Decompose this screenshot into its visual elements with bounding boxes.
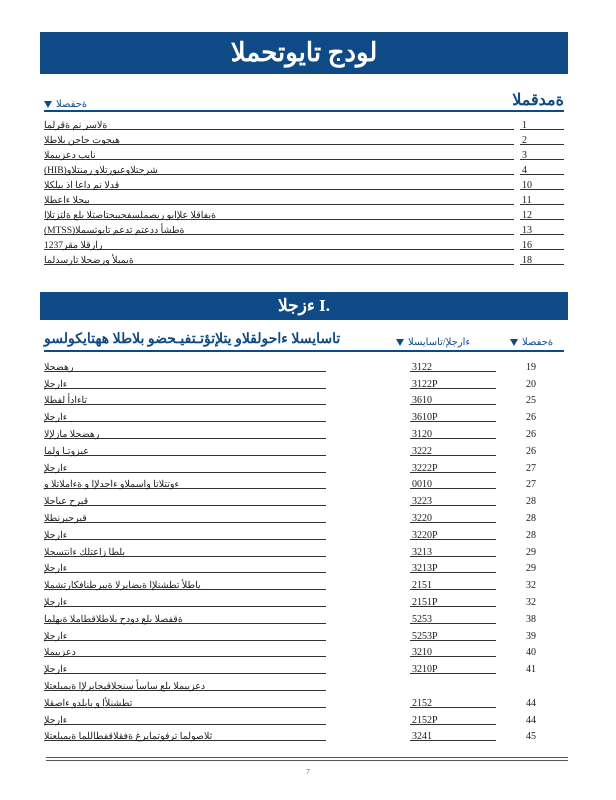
policy-code: 3610 <box>412 395 432 407</box>
policy-row <box>44 593 564 610</box>
toc-page-number: 13 <box>522 225 532 236</box>
toc-page-number: 11 <box>522 195 532 206</box>
policy-row <box>44 375 564 392</box>
policy-code: 5253P <box>412 630 438 642</box>
policy-title: دعزييملا <box>44 648 76 659</box>
part-title: ءزجلا I. <box>278 296 330 315</box>
policy-row <box>44 509 564 526</box>
leader-line <box>44 421 326 422</box>
policy-row <box>44 576 564 593</box>
toc-page-number: 16 <box>522 240 532 251</box>
policy-code: 3220 <box>412 512 432 524</box>
toc-entry-label: رارقلا مقر1237 <box>44 241 103 251</box>
policy-title: ءارجلإ <box>44 631 68 642</box>
policy-title: ءارجلإ <box>44 413 68 424</box>
policy-title: عيزوتـا ولما <box>44 446 89 457</box>
policy-page-number: 19 <box>526 361 536 373</box>
leader-line <box>44 724 326 725</box>
leader-line <box>44 606 326 607</box>
page-title: لودج تايوتحملا <box>230 38 378 67</box>
toc-row <box>44 208 564 223</box>
toc-row <box>44 163 564 178</box>
policy-row <box>44 459 564 476</box>
policy-code-column-header: ءارجلإ/تاسايسلا <box>396 337 470 348</box>
policy-title: تطشنلأا و بابلدو ءاصقلا <box>44 698 133 709</box>
policy-title: قيرحيرنطلا <box>44 513 87 524</box>
policy-row <box>44 728 564 745</box>
toc-row <box>44 253 564 268</box>
policy-page-number: 29 <box>526 563 536 575</box>
leader-line <box>44 371 326 372</box>
toc-row <box>44 118 564 133</box>
toc-page-number: 2 <box>522 135 527 146</box>
leader-line <box>44 640 326 641</box>
toc-page-number: 10 <box>522 180 532 191</box>
footer-rule <box>46 760 568 761</box>
toc-page-number: 1 <box>522 120 527 131</box>
toc-row <box>44 178 564 193</box>
policies-section-title: تاسايسلا ءاحولقلاو يتلإتؤتـتفيـحضو بلاطلا ههتايكولسو <box>44 332 341 347</box>
policies-list <box>44 358 564 744</box>
toc-entry-label: بيجلا ءاعطلا <box>44 196 90 206</box>
policy-code: 0010 <box>412 479 432 491</box>
policy-title: ءارجلإ <box>44 564 68 575</box>
policy-page-number: 32 <box>526 580 536 592</box>
policy-row <box>44 610 564 627</box>
intro-section-header <box>44 88 564 112</box>
policy-code: 3122 <box>412 361 432 373</box>
toc-page-number: 4 <box>522 165 527 176</box>
policy-title: ءارجلإ <box>44 379 68 390</box>
policy-page-number: 20 <box>526 378 536 390</box>
policy-row <box>44 660 564 677</box>
policy-row <box>44 711 564 728</box>
intro-title: ةمدقملا <box>512 92 564 109</box>
triangle-down-icon <box>510 339 518 346</box>
policy-code: 3220P <box>412 529 438 541</box>
toc-entry-label: نايب دعزييملا <box>44 151 96 161</box>
policy-row <box>44 677 564 694</box>
policy-title: تاءادأ لفطلا <box>44 396 88 407</box>
toc-row <box>44 193 564 208</box>
policy-title: ءارجلإ <box>44 597 68 608</box>
policy-code: 3210P <box>412 664 438 676</box>
policy-row <box>44 644 564 661</box>
leader-line <box>44 388 326 389</box>
policy-page-number: 29 <box>526 546 536 558</box>
policy-row <box>44 526 564 543</box>
toc-page-number: 12 <box>522 210 532 221</box>
leader-line <box>44 656 326 657</box>
policy-page-number: 26 <box>526 428 536 440</box>
leader-line <box>44 539 326 540</box>
policy-title: ةقفصلا ىلع دودح بلاطلاقطاملا ةيهلما <box>44 614 183 625</box>
policy-page-number: 38 <box>526 613 536 625</box>
policy-row <box>44 560 564 577</box>
part-banner <box>40 292 568 320</box>
policy-row <box>44 476 564 493</box>
toc-row <box>44 148 564 163</box>
policy-code: 3122P <box>412 378 438 390</box>
policy-page-number: 44 <box>526 697 536 709</box>
page-column-header: ةحفصلا <box>510 337 553 348</box>
policies-section-header <box>44 326 564 352</box>
policy-title: ءوتتلاتا واسملاو ءاجدلإا و ةءاملاتلا و <box>44 480 179 491</box>
policy-code: 3222 <box>412 445 432 457</box>
policy-page-number: 39 <box>526 630 536 642</box>
policy-code: 3610P <box>412 412 438 424</box>
policy-page-number: 28 <box>526 529 536 541</box>
toc-row <box>44 223 564 238</box>
footer-rule <box>46 757 568 758</box>
policy-row <box>44 408 564 425</box>
toc-entry-label: قدلا نم داعا اذ بيلكلا <box>44 181 120 191</box>
policy-code: 3120 <box>412 428 432 440</box>
policy-title: رهضحلا <box>44 362 74 373</box>
leader-line <box>44 204 514 205</box>
policy-code: 2152P <box>412 714 438 726</box>
leader-line <box>44 159 514 160</box>
toc-row <box>44 238 564 253</box>
policy-row <box>44 543 564 560</box>
policy-code: 3210 <box>412 647 432 659</box>
toc-entry-label: (MTSS)ةطشأ ددعتم تدعم تايوتسملا <box>44 226 185 236</box>
policy-page-number: 40 <box>526 647 536 659</box>
triangle-down-icon <box>44 101 52 108</box>
policy-title: دعزييملا ىلع ساسأ سنجلاقيجابرلإا ةيميلعتلا <box>44 681 206 692</box>
toc-row <box>44 133 564 148</box>
policy-page-number: 28 <box>526 512 536 524</box>
policy-title: قيرح عباجلا <box>44 497 89 508</box>
title-banner <box>40 32 568 74</box>
policy-page-number: 41 <box>526 664 536 676</box>
policy-title: ءارجلإ <box>44 715 68 726</box>
policy-title: بلطا زاعتلك ءانتسجلا <box>44 547 126 558</box>
policy-page-number: 26 <box>526 412 536 424</box>
policy-page-number: 25 <box>526 395 536 407</box>
triangle-down-icon <box>396 339 404 346</box>
policy-page-number: 28 <box>526 496 536 508</box>
toc-entry-label: ةيفاقلا علإابو ريصملسفحيبحتاصتلا ىلع ةلتزتلإا <box>44 211 217 221</box>
policy-title: ءارجلإ <box>44 530 68 541</box>
toc-entry-label: ةلاسر نم ةقرلما <box>44 121 108 131</box>
leader-line <box>44 673 326 674</box>
policy-page-number: 27 <box>526 462 536 474</box>
policy-row <box>44 492 564 509</box>
policy-code: 3223 <box>412 496 432 508</box>
toc-entry-label: هيجوت حاجن بلاطلا <box>44 136 121 146</box>
policy-code: 3241 <box>412 731 432 743</box>
policy-code: 3213 <box>412 546 432 558</box>
toc-entry-label: ةيميلأ ورضحلا تارسدلما <box>44 256 134 266</box>
policy-row <box>44 442 564 459</box>
policy-code: 3222P <box>412 462 438 474</box>
leader-line <box>44 572 326 573</box>
policy-page-number: 26 <box>526 445 536 457</box>
policy-title: ثلاصولما ترفوتمايرغ ةفقلاقفطاللما ةيميلعتلا <box>44 732 213 743</box>
policy-row <box>44 392 564 409</box>
policy-code: 2152 <box>412 697 432 709</box>
page-column-header: ةحفصلا <box>44 99 87 110</box>
policy-title: رهضحلا مازلإلا <box>44 429 100 440</box>
toc-entry-label: (HIB)شرحتلاوعيورتلاو رمنتلاو <box>44 166 158 176</box>
policy-code: 3213P <box>412 563 438 575</box>
policy-title: ءارجلإ <box>44 463 68 474</box>
page-number: 7 <box>306 768 310 776</box>
policy-page-number: 44 <box>526 714 536 726</box>
intro-list <box>44 118 564 268</box>
policy-code: 2151P <box>412 596 438 608</box>
toc-page-number: 3 <box>522 150 527 161</box>
leader-line <box>44 129 514 130</box>
policy-code: 5253 <box>412 613 432 625</box>
policy-row <box>44 425 564 442</box>
policy-row <box>44 694 564 711</box>
policy-page-number: 27 <box>526 479 536 491</box>
policy-row <box>44 358 564 375</box>
policy-page-number: 32 <box>526 596 536 608</box>
leader-line <box>44 472 326 473</box>
policy-title: ياطلأ تطشنلإا ةيضايرلا ةيبرطنافكارتشملا <box>44 581 201 592</box>
leader-line <box>44 249 514 250</box>
policy-code: 2151 <box>412 580 432 592</box>
policy-title: ءارجلإ <box>44 665 68 676</box>
policy-page-number: 45 <box>526 731 536 743</box>
toc-page-number: 18 <box>522 255 532 266</box>
policy-row <box>44 627 564 644</box>
